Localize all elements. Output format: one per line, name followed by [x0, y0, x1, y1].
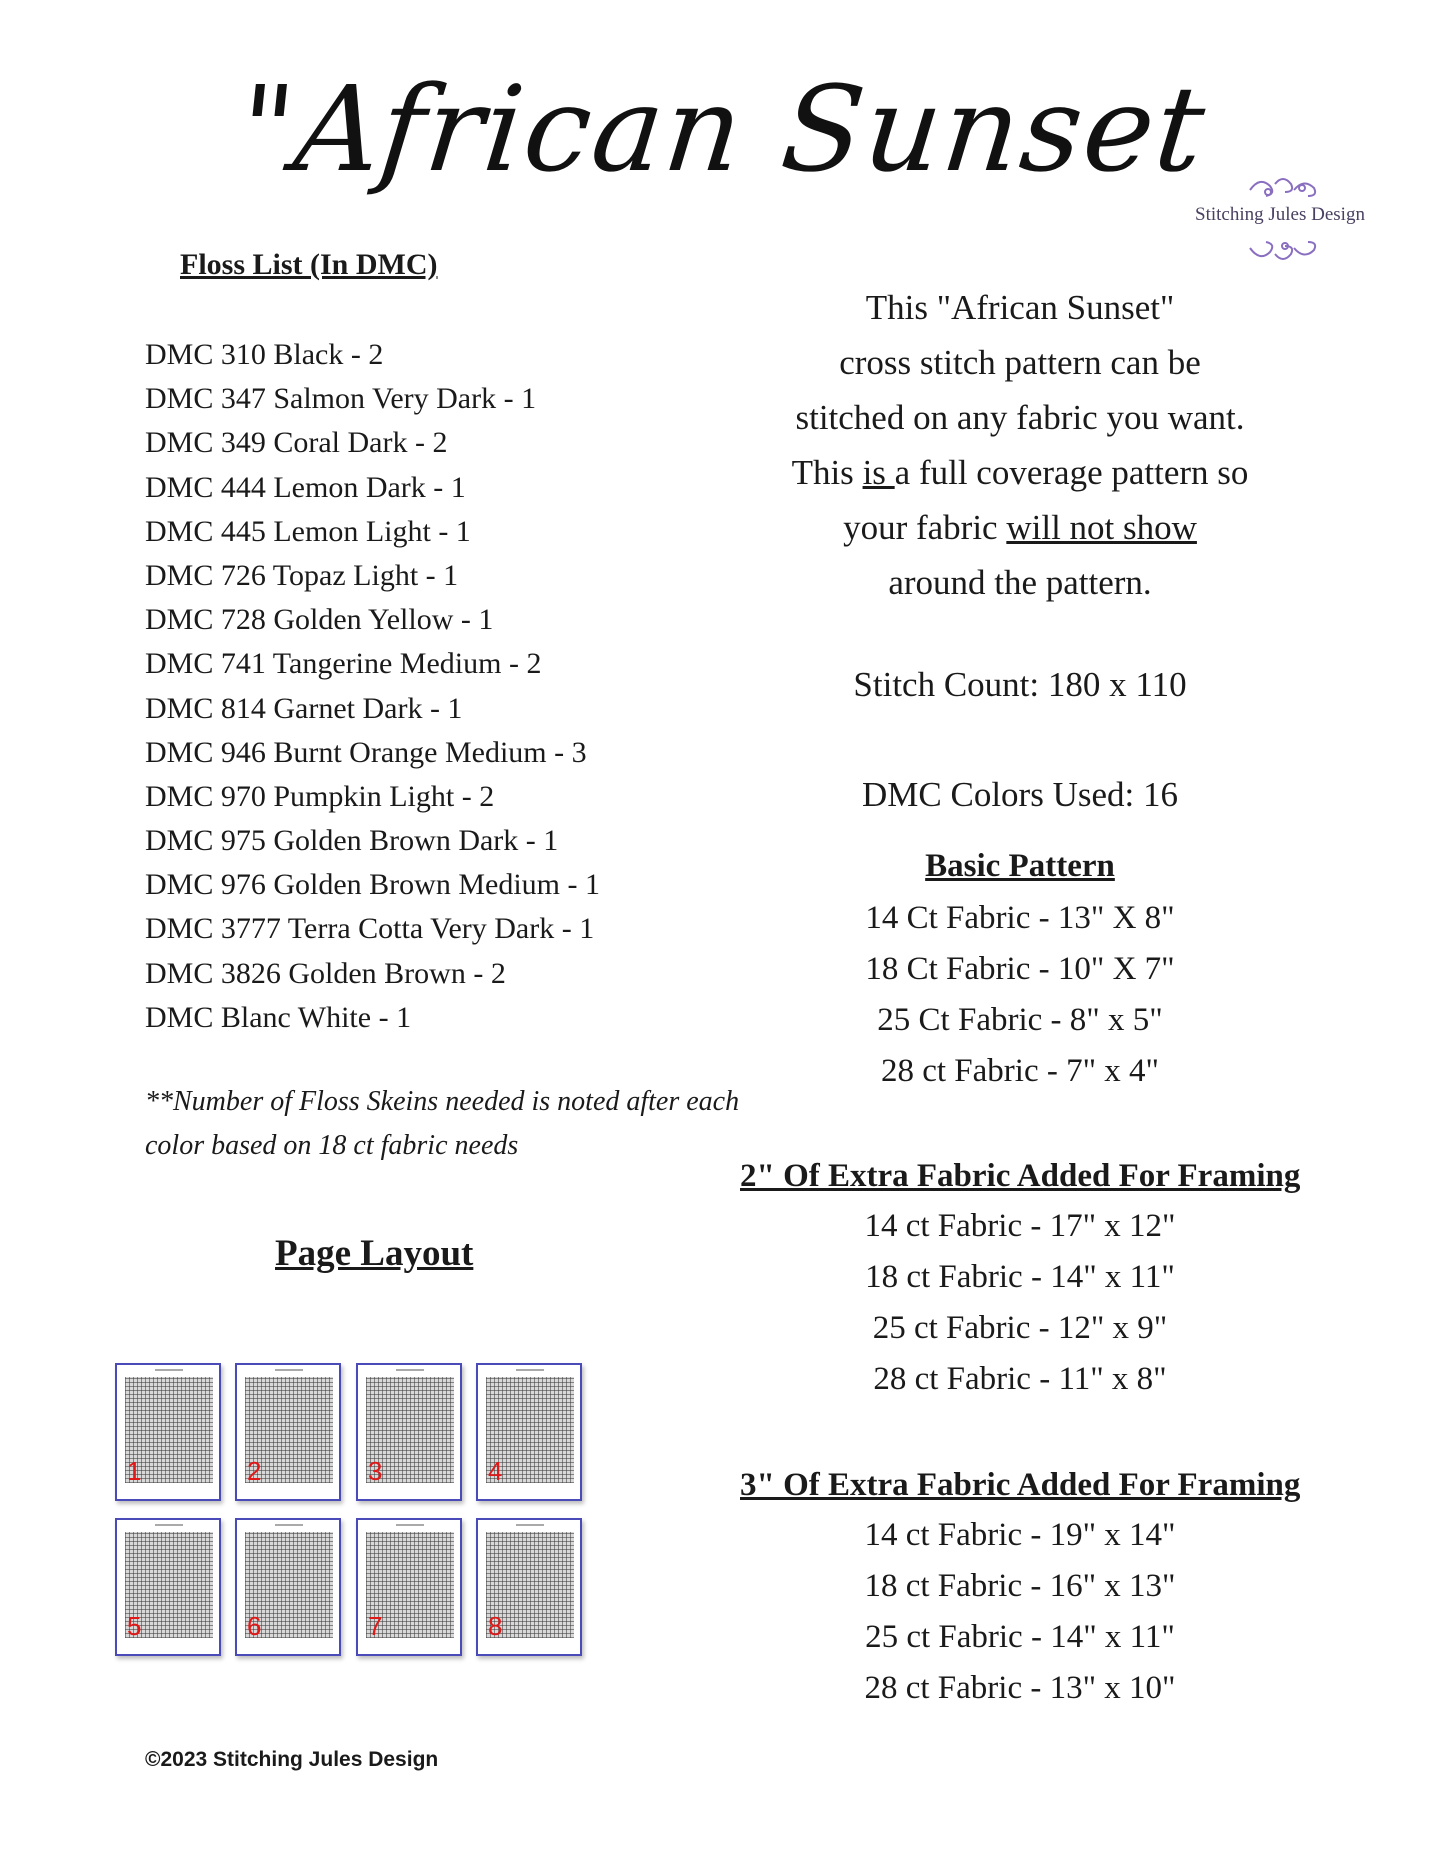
floss-list-heading: Floss List (In DMC)	[180, 248, 438, 281]
page-thumbnail	[235, 1363, 341, 1501]
pattern-description	[740, 280, 1300, 610]
page-number: 8	[488, 1611, 503, 1641]
size-item: 18 ct Fabric - 16" x 13"	[864, 1568, 1176, 1604]
description-line: This is a full coverage pattern so	[791, 453, 1249, 492]
page-thumbnail	[476, 1363, 582, 1501]
page-title: "African Sunset	[232, 60, 1213, 198]
floss-item: DMC 445 Lemon Light - 1	[145, 514, 471, 548]
page-number: 2	[247, 1456, 262, 1486]
size-item: 14 ct Fabric - 19" x 14"	[864, 1517, 1176, 1553]
page-thumbnail	[476, 1518, 582, 1656]
size-item: 28 ct Fabric - 13" x 10"	[864, 1670, 1176, 1706]
page-thumbnail	[356, 1518, 462, 1656]
floss-item: DMC Blanc White - 1	[145, 1000, 412, 1034]
floss-item: DMC 3826 Golden Brown - 2	[145, 956, 506, 990]
page-number: 5	[127, 1611, 142, 1641]
page-number: 7	[368, 1611, 383, 1641]
basic-pattern-heading: Basic Pattern	[925, 848, 1115, 884]
page-layout-heading: Page Layout	[275, 1233, 474, 1274]
floss-item: DMC 444 Lemon Dark - 1	[145, 470, 466, 504]
page-number: 3	[368, 1456, 383, 1486]
size-item: 14 Ct Fabric - 13" X 8"	[865, 900, 1175, 936]
copyright: ©2023 Stitching Jules Design	[145, 1748, 439, 1771]
stitch-count: Stitch Count: 180 x 110	[853, 665, 1187, 704]
floss-item: DMC 946 Burnt Orange Medium - 3	[145, 735, 587, 769]
size-item: 28 ct Fabric - 11" x 8"	[873, 1361, 1167, 1397]
description-line: cross stitch pattern can be	[839, 343, 1201, 382]
floss-item: DMC 3777 Terra Cotta Very Dark - 1	[145, 912, 595, 946]
floss-item: DMC 976 Golden Brown Medium - 1	[145, 868, 600, 902]
page-thumbnail	[115, 1363, 221, 1501]
page-thumbnail	[356, 1363, 462, 1501]
page-thumbnail	[115, 1518, 221, 1656]
floss-list	[145, 333, 600, 1040]
page-number: 1	[127, 1456, 142, 1486]
extra-2in-sizes	[740, 1201, 1300, 1405]
extra-3in-sizes	[740, 1510, 1300, 1714]
page-number: 4	[488, 1456, 503, 1486]
page-number: 6	[247, 1611, 262, 1641]
description-line: your fabric will not show	[843, 508, 1197, 547]
description-line: This "African Sunset"	[865, 288, 1175, 327]
floss-item: DMC 741 Tangerine Medium - 2	[145, 647, 542, 681]
description-line: stitched on any fabric you want.	[795, 398, 1245, 437]
size-item: 14 ct Fabric - 17" x 12"	[864, 1208, 1176, 1244]
size-item: 25 Ct Fabric - 8" x 5"	[877, 1002, 1163, 1038]
brand-logo	[1190, 170, 1370, 270]
size-item: 25 ct Fabric - 12" x 9"	[872, 1310, 1168, 1346]
size-item: 28 ct Fabric - 7" x 4"	[880, 1053, 1160, 1089]
description-line: around the pattern.	[888, 563, 1152, 602]
extra-3in-heading: 3" Of Extra Fabric Added For Framing	[740, 1467, 1301, 1503]
floss-item: DMC 814 Garnet Dark - 1	[145, 691, 463, 725]
size-item: 18 Ct Fabric - 10" X 7"	[865, 951, 1175, 987]
floss-item: DMC 349 Coral Dark - 2	[145, 426, 448, 460]
logo-text: Stitching Jules Design	[1195, 204, 1365, 225]
floss-item: DMC 970 Pumpkin Light - 2	[145, 779, 495, 813]
page-thumbnail	[235, 1518, 341, 1656]
size-item: 25 ct Fabric - 14" x 11"	[865, 1619, 1175, 1655]
size-item: 18 ct Fabric - 14" x 11"	[865, 1259, 1175, 1295]
floss-item: DMC 975 Golden Brown Dark - 1	[145, 824, 559, 858]
extra-2in-heading: 2" Of Extra Fabric Added For Framing	[740, 1158, 1301, 1194]
colors-used: DMC Colors Used: 16	[862, 775, 1178, 814]
floss-item: DMC 726 Topaz Light - 1	[145, 558, 459, 592]
floss-item: DMC 310 Black - 2	[145, 338, 384, 371]
floss-item: DMC 347 Salmon Very Dark - 1	[145, 382, 537, 416]
floss-note: **Number of Floss Skeins needed is noted after each color based on 18 ct fabric needs	[145, 1086, 740, 1161]
basic-pattern-sizes	[740, 893, 1300, 1097]
floss-item: DMC 728 Golden Yellow - 1	[145, 603, 494, 637]
